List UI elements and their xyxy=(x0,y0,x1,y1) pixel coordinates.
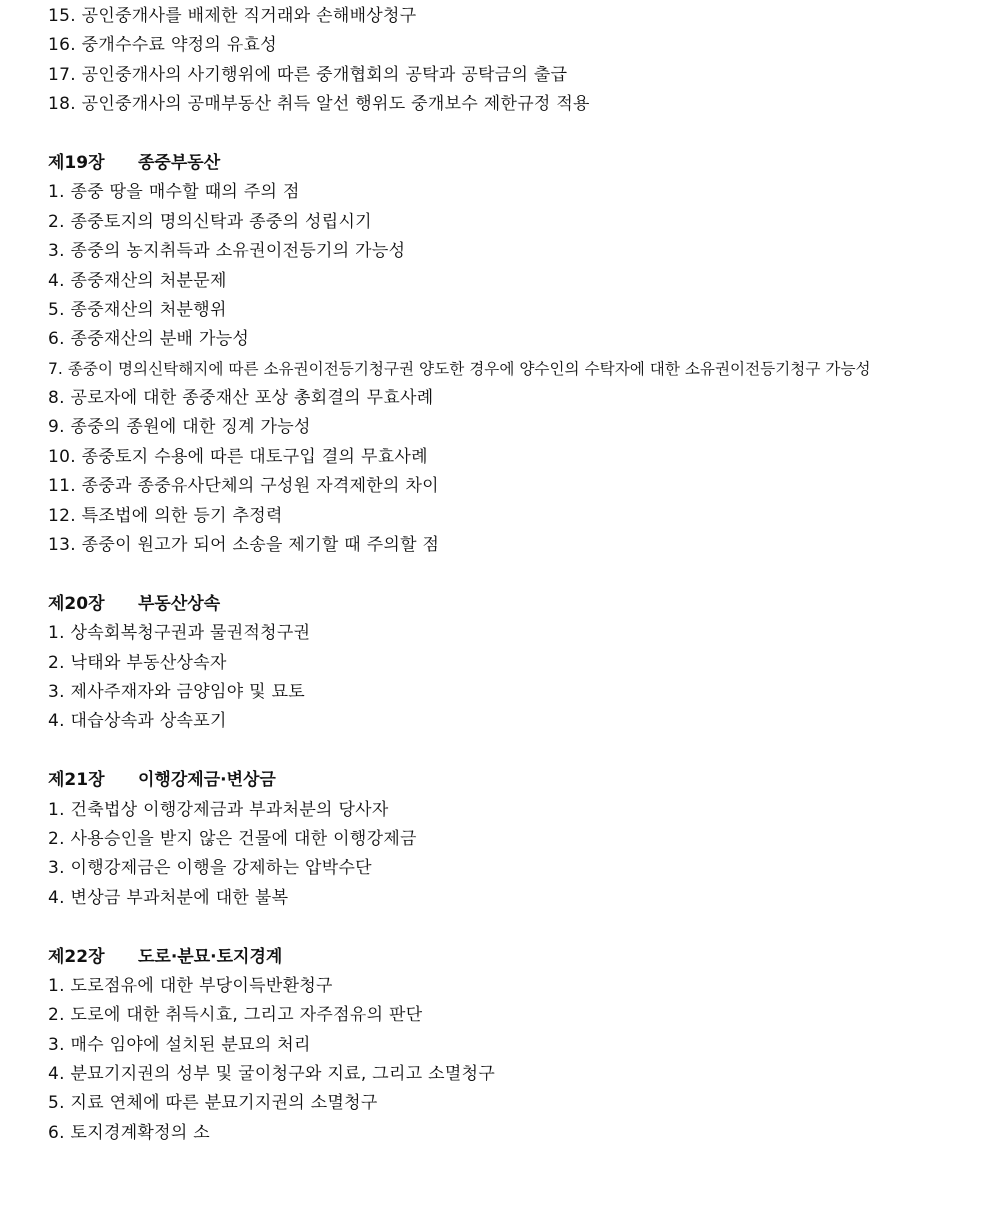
list-item: 1. 건축법상 이행강제금과 부과처분의 당사자 xyxy=(48,799,389,820)
list-item: 16. 중개수수료 약정의 유효성 xyxy=(48,35,277,56)
list-item: 10. 종중토지 수용에 따른 대토구입 결의 무효사례 xyxy=(48,446,428,467)
list-item: 1. 도로점유에 대한 부당이득반환청구 xyxy=(48,975,333,996)
list-item: 11. 종중과 종중유사단체의 구성원 자격제한의 차이 xyxy=(48,476,439,497)
list-item: 13. 종중이 원고가 되어 소송을 제기할 때 주의할 점 xyxy=(48,535,440,556)
chapter-title: 종중부동산 xyxy=(138,152,221,173)
list-item: 4. 변상금 부과처분에 대한 불복 xyxy=(48,887,289,908)
chapter-title: 이행강제금·변상금 xyxy=(138,770,276,791)
list-item: 8. 공로자에 대한 종중재산 포상 총회결의 무효사례 xyxy=(48,388,434,409)
chapter-number: 제19장 xyxy=(48,152,105,173)
chapter-20-section xyxy=(48,590,978,737)
chapter-title: 도로·분묘·토지경계 xyxy=(138,946,283,967)
list-item: 3. 이행강제금은 이행을 강제하는 압박수단 xyxy=(48,858,372,879)
list-item: 6. 토지경계확정의 소 xyxy=(48,1122,211,1143)
list-item: 2. 종중토지의 명의신탁과 종중의 성립시기 xyxy=(48,211,372,232)
chapter-heading xyxy=(48,766,978,795)
list-item: 3. 제사주재자와 금양임야 및 묘토 xyxy=(48,681,306,702)
chapter-22-section xyxy=(48,943,978,1149)
list-item: 4. 종중재산의 처분문제 xyxy=(48,270,227,291)
document-body xyxy=(48,2,978,1148)
list-item: 2. 사용승인을 받지 않은 건물에 대한 이행강제금 xyxy=(48,828,417,849)
list-item: 6. 종중재산의 분배 가능성 xyxy=(48,329,250,350)
prior-chapter-items xyxy=(48,2,978,120)
list-item: 1. 상속회복청구권과 물권적청구권 xyxy=(48,623,311,644)
list-item: 17. 공인중개사의 사기행위에 따른 중개협회의 공탁과 공탁금의 출급 xyxy=(48,64,568,85)
chapter-number: 제22장 xyxy=(48,946,105,967)
list-item: 4. 분묘기지권의 성부 및 굴이청구와 지료, 그리고 소멸청구 xyxy=(48,1064,496,1085)
list-item: 5. 지료 연체에 따른 분묘기지권의 소멸청구 xyxy=(48,1093,378,1114)
list-item: 1. 종중 땅을 매수할 때의 주의 점 xyxy=(48,182,300,203)
list-item: 9. 종중의 종원에 대한 징계 가능성 xyxy=(48,417,311,438)
chapter-number: 제21장 xyxy=(48,770,105,791)
chapter-heading xyxy=(48,590,978,619)
chapter-19-section xyxy=(48,149,978,560)
list-item: 15. 공인중개사를 배제한 직거래와 손해배상청구 xyxy=(48,6,417,26)
list-item: 3. 매수 임야에 설치된 분묘의 처리 xyxy=(48,1034,311,1055)
list-item: 5. 종중재산의 처분행위 xyxy=(48,299,227,320)
list-item: 3. 종중의 농지취득과 소유권이전등기의 가능성 xyxy=(48,241,406,262)
chapter-number: 제20장 xyxy=(48,593,105,614)
chapter-title: 부동산상속 xyxy=(138,593,221,614)
list-item: 2. 낙태와 부동산상속자 xyxy=(48,652,227,673)
chapter-heading xyxy=(48,149,978,178)
list-item: 4. 대습상속과 상속포기 xyxy=(48,711,227,732)
list-item: 18. 공인중개사의 공매부동산 취득 알선 행위도 중개보수 제한규정 적용 xyxy=(48,94,590,115)
list-item: 7. 종중이 명의신탁해지에 따른 소유권이전등기청구권 양도한 경우에 양수인의 수탁자에 대한 소유권이전등기청구 가능성 xyxy=(48,359,871,378)
list-item: 2. 도로에 대한 취득시효, 그리고 자주점유의 판단 xyxy=(48,1005,423,1026)
list-item: 12. 특조법에 의한 등기 추정력 xyxy=(48,505,283,526)
chapter-21-section xyxy=(48,766,978,913)
chapter-heading xyxy=(48,943,978,972)
